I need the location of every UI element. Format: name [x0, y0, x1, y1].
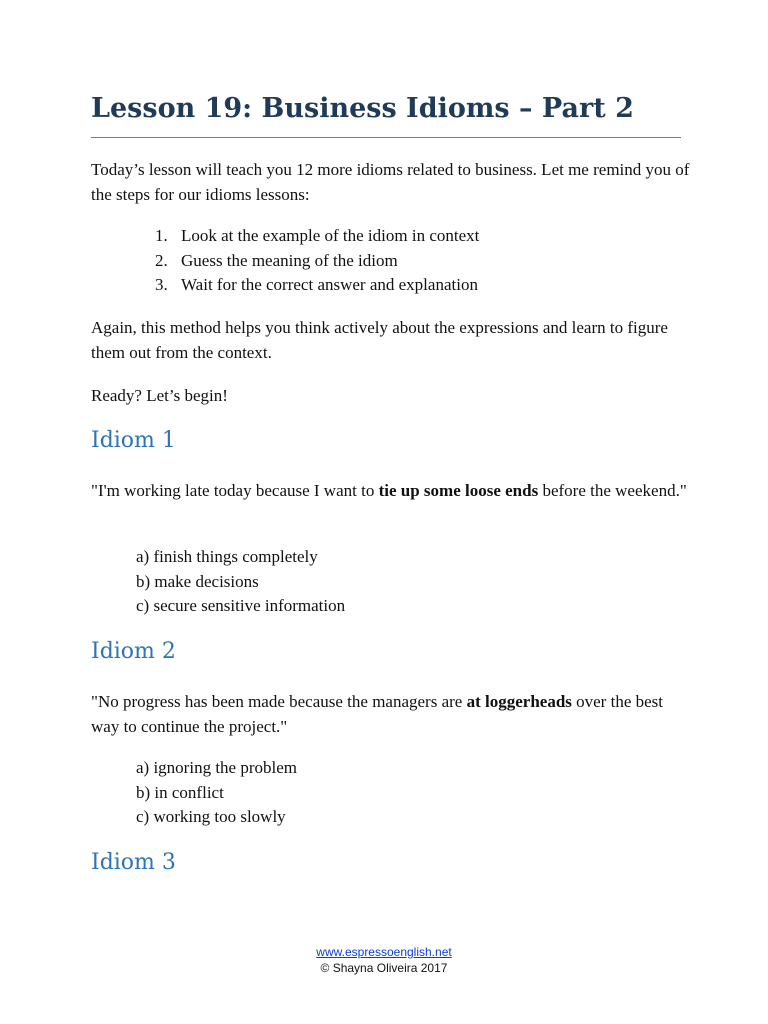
step-number: 3. [155, 275, 168, 294]
lesson-title: Lesson 19: Business Idioms – Part 2 [91, 93, 634, 124]
idiom-2-expression: at loggerheads [466, 692, 572, 711]
title-underline [91, 137, 681, 138]
steps-list [155, 224, 479, 298]
method-paragraph: Again, this method helps you think actively about the expressions and learn to figure them out from the context. [91, 318, 668, 362]
step-item [155, 273, 479, 298]
idiom-1-quote-before: "I'm working late today because I want to [91, 481, 379, 500]
option-item: a) finish things completely [136, 547, 318, 566]
idiom-1-quote-after: before the weekend." [538, 481, 687, 500]
idiom-1-options [136, 545, 345, 619]
step-item [155, 224, 479, 249]
step-text: Guess the meaning of the idiom [181, 250, 398, 270]
idiom-2-options [136, 756, 297, 830]
option-item: c) secure sensitive information [136, 596, 346, 615]
option-item: b) in conflict [136, 782, 224, 802]
step-text: Look at the example of the idiom in context [181, 226, 480, 245]
option-item: b) make decisions [136, 571, 259, 591]
idiom-2-quote-before: "No progress has been made because the managers are [91, 692, 467, 711]
idiom-2-heading: Idiom 2 [91, 639, 176, 664]
intro-paragraph: Today’s lesson will teach you 12 more idioms related to business. Let me remind you of the steps for our idioms lessons: [91, 160, 690, 204]
idiom-1-example [91, 478, 691, 503]
copyright-text: © Shayna Oliveira 2017 [320, 961, 448, 975]
option-item: a) ignoring the problem [136, 758, 297, 777]
step-number: 2. [155, 250, 168, 270]
step-number: 1. [155, 226, 168, 245]
idiom-1-heading: Idiom 1 [91, 428, 176, 453]
idiom-1-expression: tie up some loose ends [378, 481, 539, 500]
step-item [155, 249, 479, 274]
website-link[interactable]: www.espressoenglish.net [316, 945, 452, 959]
idiom-3-heading: Idiom 3 [91, 850, 176, 875]
idiom-2-quote-after: over the best way to continue the project." [91, 692, 663, 736]
page-footer [0, 944, 768, 976]
step-text: Wait for the correct answer and explanation [181, 275, 478, 294]
idiom-2-example [91, 689, 691, 739]
ready-paragraph: Ready? Let’s begin! [91, 386, 228, 405]
option-item: c) working too slowly [136, 807, 286, 826]
